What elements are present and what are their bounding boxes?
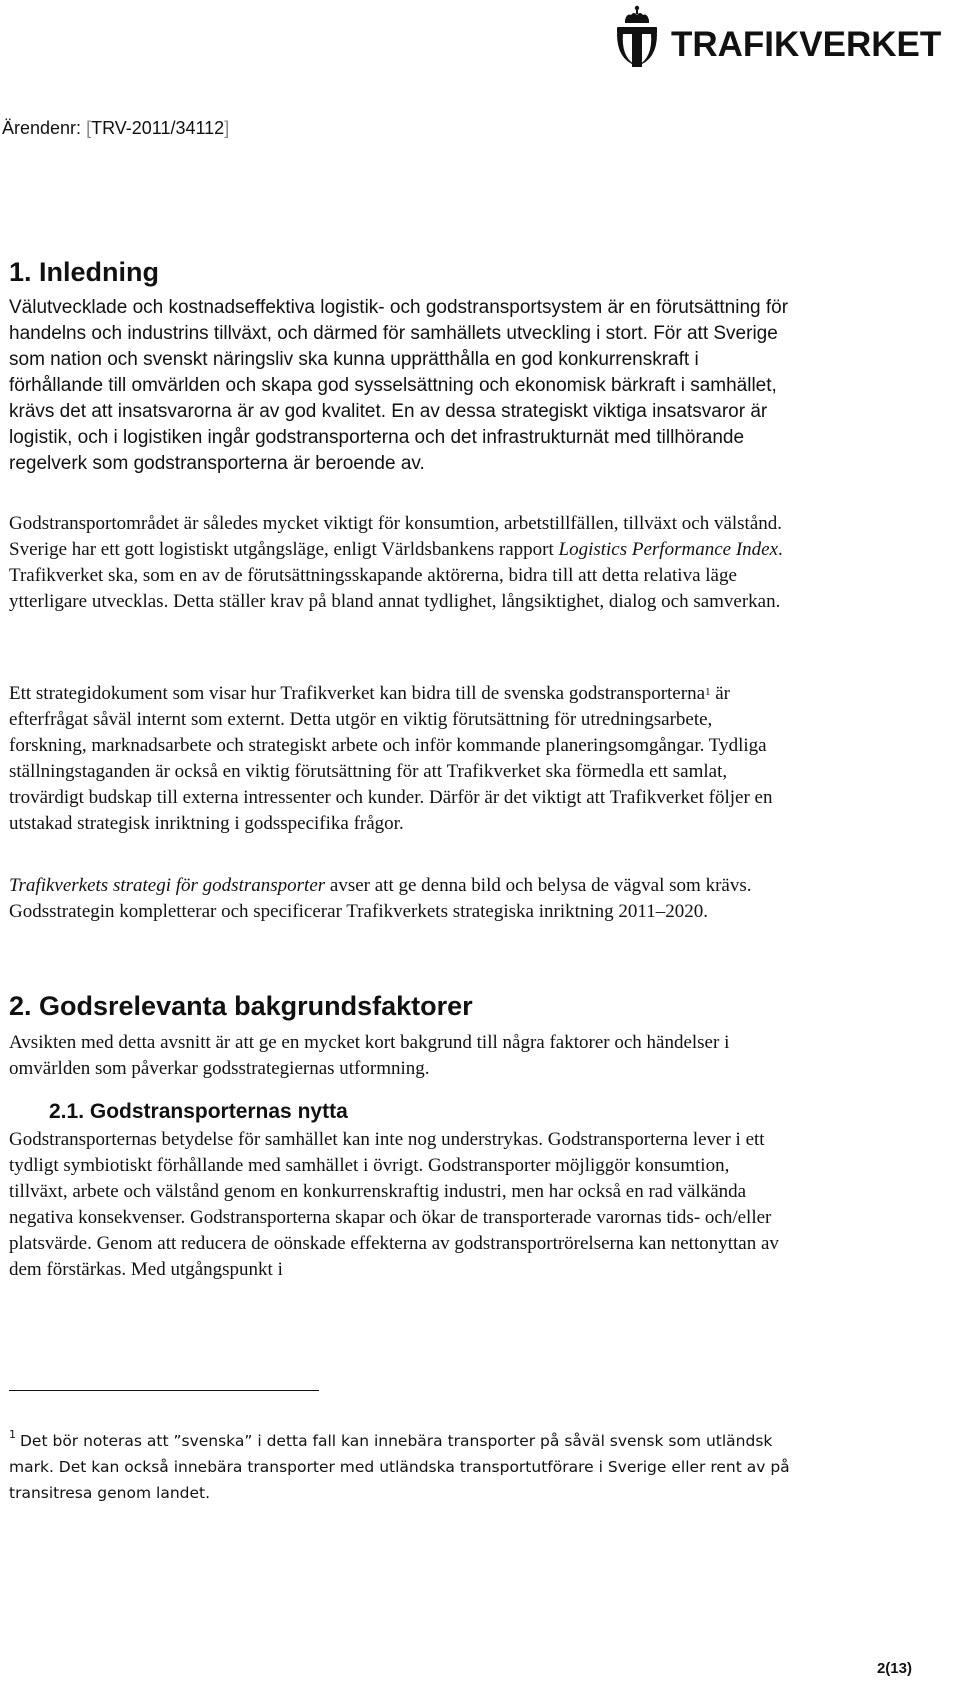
paragraph-2-part-1: Godstransportområdet är således mycket viktigt för konsumtion, arbetstillfällen, tillväxt och välstånd. Sverige har ett gott logistiskt utgångsläge, enligt Världsbankens rapport [9,513,783,560]
bracket-close: ] [224,118,230,138]
subsection-2-1-heading: 2.1. Godstransporternas nytta [49,1100,348,1123]
footnote-separator [9,1390,319,1391]
section-2-intro: Avsikten med detta avsnitt är att ge en mycket kort bakgrund till några faktorer och händelser i omvärlden som påverkar godsstrategiernas utformning. [9,1032,730,1079]
paragraph-3-part-1: Ett strategidokument som visar hur Trafikverket kan bidra till de svenska godstransporterna [9,683,705,704]
footnote [9,1428,799,1506]
crown-icon [625,6,649,23]
subsection-2-1-text: Godstransporternas betydelse för samhället kan inte nog understrykas. Godstransporterna lever i ett tydligt symbiotiskt förhållande med samhället i övrigt. Godstransporter möjliggör konsumtion, tillväxt, arbete och välstånd genom en konkurrenskraftig industri, men har också en rad välkända negativa konsekvenser. Godstransporterna skapar och ökar de transporterade varornas tids- och/eller platsvärde. Genom att reducera de oönskade effekterna av godstransportrörelserna kan nettonyttan av dem förstärkas. Med utgångspunkt i [9,1129,779,1280]
trafikverket-logo [615,2,960,72]
footnote-text: Det bör noteras att ”svenska” i detta fall kan innebära transporter på såväl svensk som utländsk mark. Det kan också innebära transporter med utländska transportutförare i Sverige eller rent av på transitresa genom landet. [9,1432,790,1502]
paragraph-2-part-2: . Trafikverket ska, som en av de förutsättningsskapande aktörerna, bidra till att detta relativa läge ytterligare utvecklas. Detta ställer krav på bland annat tydlighet, långsiktighet, dialog och samverkan. [9,539,783,612]
paragraph-1-lead: Välutvecklade och kostnadseffektiva logistik- och godstransportsystem är en förutsättning för handelns och industrins tillväxt, och därmed för samhällets utveckling i stort. [9,297,789,344]
paragraph-4-italic: Trafikverkets strategi för godstransporter [9,875,326,896]
section-1-paragraph-1 [9,295,789,477]
section-2-heading: 2. Godsrelevanta bakgrundsfaktorer [9,991,473,1021]
emblem-icon [617,27,657,67]
bracket-open: [ [86,118,92,138]
paragraph-1-rest: För att Sverige som nation och svenskt näringsliv ska kunna upprätthålla en god konkurrenskraft i förhållande till omvärlden och skapa god sysselsättning och ekonomisk bärkraft i samhället, krävs det att insatsvarorna är av god kvalitet. En av dessa strategiskt viktiga insatsvaror är logistik, och i logistiken ingår godstransporterna och det infrastrukturnät med tillhörande regelverk som godstransporterna är beroende av. [9,323,778,474]
case-number-line [2,118,229,139]
paragraph-4-rest: avser att ge denna bild och belysa de vägval som krävs. Godsstrategin kompletterar och specificerar Trafikverkets strategiska inriktning 2011–2020. [9,875,752,922]
section-1-heading: 1. Inledning [9,257,160,287]
logo-wordmark: TRAFIKVERKET [671,25,942,64]
case-number: TRV-2011/34112 [91,118,225,138]
section-1-paragraph-2 [9,511,789,615]
page-number: 2(13) [876,1660,912,1677]
footnote-number: 1 [9,1428,16,1441]
section-1-paragraph-4 [9,873,789,925]
paragraph-3-part-2: är efterfrågat såväl internt som externt. Detta utgör en viktig förutsättning för utredningsarbete, forskning, marknadsarbete och strategiskt arbete och inför kommande planeringsomgångar. Tydliga ställningstaganden är också en viktig förutsättning för att Trafikverket ska förmedla ett samlat, trovärdigt budskap till externa intressenter och kunder. Därför är det viktigt att Trafikverket följer en utstakad strategisk inriktning i godsspecifika frågor. [9,683,773,834]
case-label: Ärendenr: [2,118,82,138]
section-1-paragraph-3 [9,681,789,837]
paragraph-2-italic: Logistics Performance Index [558,539,779,560]
footnote-reference[interactable]: 1 [705,686,711,698]
